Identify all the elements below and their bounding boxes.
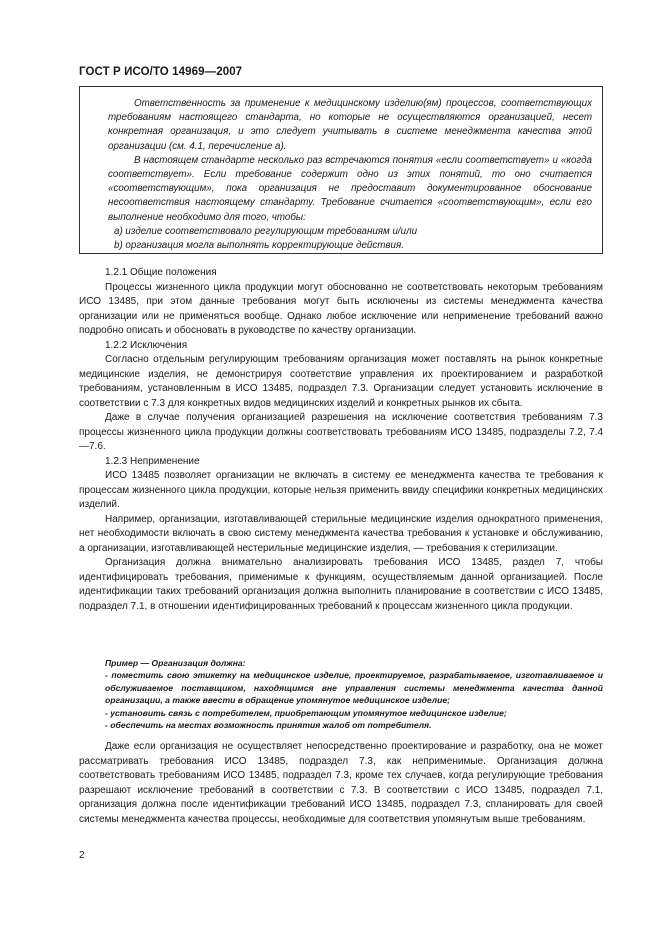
note-box [79, 86, 603, 254]
closing-text [79, 740, 603, 827]
section-1-2-3-paragraph-3: Организация должна внимательно анализировать требования ИСО 13485, раздел 7, чтобы идентифицировать требования, применимые к функциям, осуществляемым данной организацией. После идентификации таких требований организация должна выполнить планирование в соответствии с ИСО 13485, подраздел 7.1, в отношении идентифицированных требований к процессам жизненного цикла продукции. [79, 557, 603, 612]
note-list-item-b: b) организация могла выполнять корректирующие действия. [114, 240, 404, 252]
section-1-2-1-title: 1.2.1 Общие положения [105, 267, 217, 278]
closing-paragraph: Даже если организация не осуществляет непосредственно проектирование и разработку, она не может рассматривать требования ИСО 13485, подраздел 7.3, как неприменимые. Организация должна соответствовать требованиям ИСО 13485, подраздел 7.3, кроме тех случаев, когда регулирующие требования разрешают исключение требований в соответствии с 7.3. В соответствии с ИСО 13485, подраздел 7.1, организация должна после идентификации требований ИСО 13485, подраздел 7.3, спланировать для своей системы менеджмента качества процессы, необходимые для соответствия упомянутым выше требованиям. [79, 741, 603, 825]
section-1-2-3-paragraph-2: Например, организации, изготавливающей стерильные медицинские изделия однократного применения, нет необходимости включать в свою систему менеджмента качества требования к установке и обслуживанию, а организации, изготавливающей нестерильные медицинские изделия, — требования к стерилизации. [79, 513, 603, 554]
example-item-1: - поместить свою этикетку на медицинское изделие, проектируемое, разрабатываемое, изготавливаемое и обслуживаемое поставщиком, находящимся вне управления системы менеджмента качества данной организации, а также ввести в обращение упомянутое медицинское изделие; [105, 670, 603, 706]
document-header: ГОСТ Р ИСО/ТО 14969—2007 [79, 66, 243, 78]
section-1-2-2-paragraph-2: Даже в случае получения организацией разрешения на исключение соответствия требованиям 7.3 процессы жизненного цикла продукции должны соответствовать требованиям ИСО 13485, подразделы 7.2, 7.4—7.6. [79, 412, 603, 452]
section-1-2-1-paragraph: Процессы жизненного цикла продукции могут обоснованно не соответствовать некоторым требованиям ИСО 13485, при этом данные требования могут быть исключены из системы менеджмента качества организации или не применяться вообще. Однако любое исключение или неприменение требований важно подробно описать и обосновать в руководстве по качеству организации. [79, 281, 603, 336]
section-1-2-3-paragraph-1: ИСО 13485 позволяет организации не включать в систему ее менеджмента качества те требования к процессам жизненного цикла продукции, которые нельзя применить ввиду специфики конкретных медицинских изделий. [79, 470, 603, 510]
note-paragraph-1: Ответственность за применение к медицинскому изделию(ям) процессов, соответствующих требованиям настоящего стандарта, но которые не осуществляются организацией, несет конкретная организация, и это следует учитывать в системе менеджмента качества этой организации (см. 4.1, перечисление а). [108, 98, 592, 152]
section-1-2-2-title: 1.2.2 Исключения [105, 339, 188, 351]
note-list-item-a: a) изделие соответствовало регулирующим требованиям и/или [114, 225, 418, 237]
note-paragraph-2: В настоящем стандарте несколько раз встречаются понятия «если соответствует» и «когда соответствует». Если требование содержит одно из этих понятий, то оно считается «соответствующим», пока организация не предоставит документированное обоснование несоответствия настоящему стандарту. Требование считается «соответствующим», если его выполнение необходимо для того, чтобы: [108, 154, 592, 223]
example-item-2: - установить связь с потребителем, приобретающим упомянутое медицинское изделие; [105, 707, 507, 718]
page-number: 2 [79, 850, 85, 861]
example-heading: Пример — Организация должна: [105, 658, 246, 668]
example-item-3: - обеспечить на местах возможность принятия жалоб от потребителя. [105, 720, 432, 731]
section-1-2-2-paragraph-1: Согласно отдельным регулирующим требованиям организация может поставлять на рынок конкретные медицинские изделия, не демонстрируя соответствие управления их проектированием и разработкой требованиям, установленным в ИСО 13485, подраздел 7.3. Организации следует установить исключение в соответствии с 7.3 для конкретных видов медицинских изделий и конкретных рынков их сбыта. [79, 354, 603, 409]
section-1-2-3-title: 1.2.3 Неприменение [105, 455, 200, 467]
example-block [79, 657, 603, 731]
main-text [79, 266, 603, 614]
